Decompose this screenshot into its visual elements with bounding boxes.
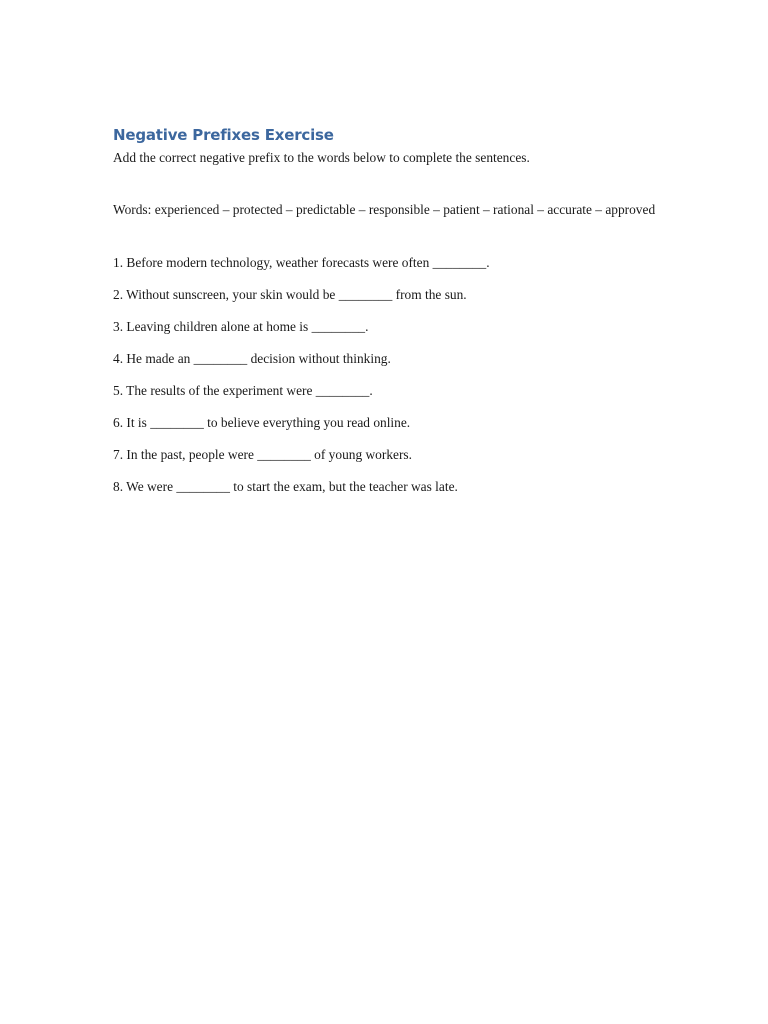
sentence-item: 6. It is ________ to believe everything you read online. [113,415,411,430]
sentence-list [113,254,658,510]
word-bank: Words: experienced – protected – predictable – responsible – patient – rational – accurate – approved [113,202,656,217]
sentence-item: 4. He made an ________ decision without thinking. [113,351,391,366]
sentence-item: 5. The results of the experiment were ________. [113,383,373,398]
sentence-item: 8. We were ________ to start the exam, but the teacher was late. [113,479,458,494]
sentence-item: 3. Leaving children alone at home is ________. [113,319,369,334]
sentence-item: 2. Without sunscreen, your skin would be ________ from the sun. [113,287,467,302]
document-body [113,124,658,510]
page-title: Negative Prefixes Exercise [113,126,334,144]
sentence-item: 7. In the past, people were ________ of young workers. [113,447,412,462]
sentence-item: 1. Before modern technology, weather forecasts were often ________. [113,255,490,270]
instructions: Add the correct negative prefix to the words below to complete the sentences. [113,150,530,165]
